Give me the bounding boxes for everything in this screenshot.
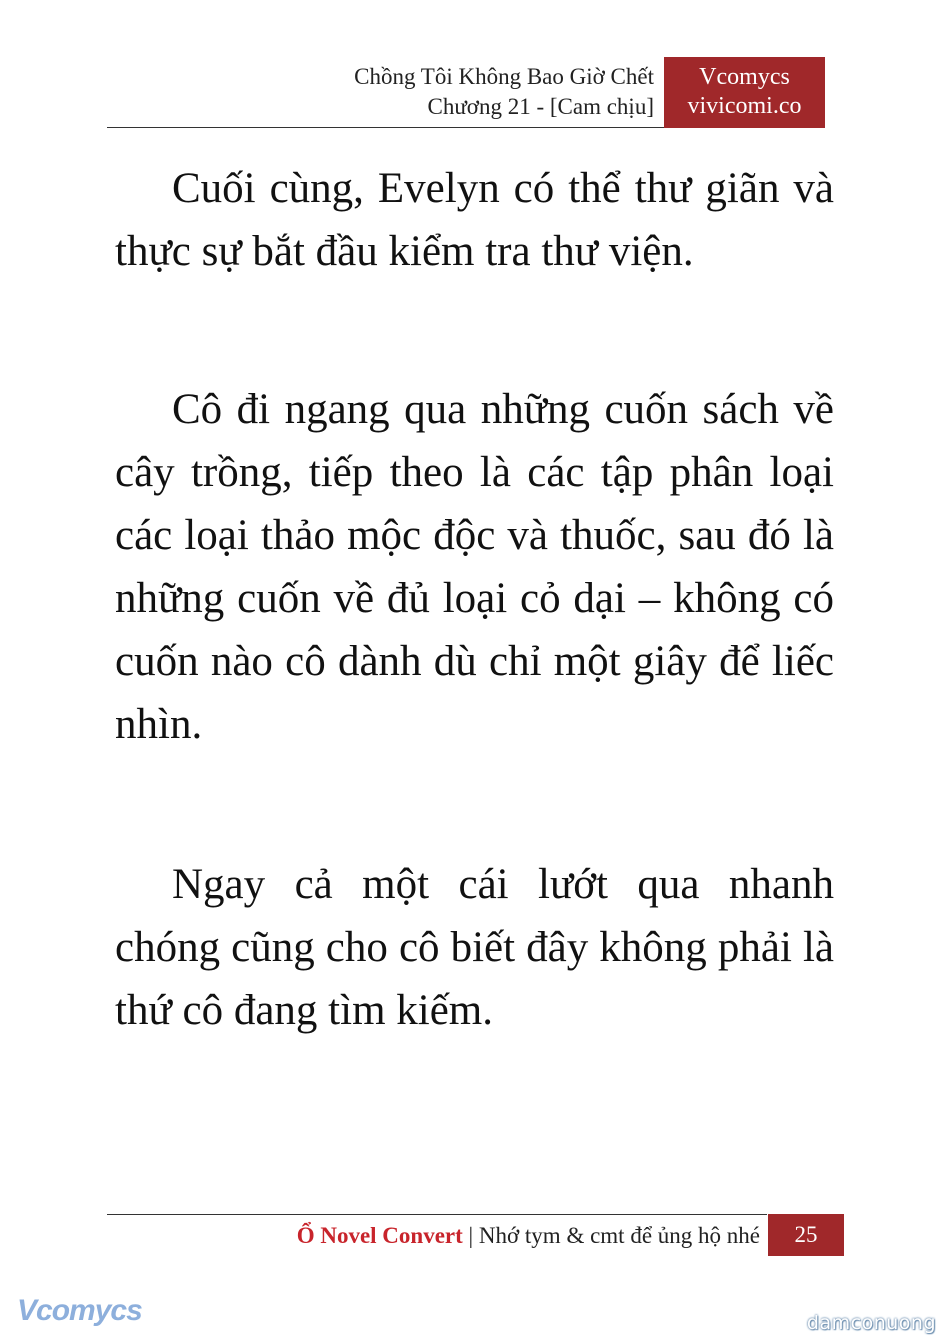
footer-message: Nhớ tym & cmt để ủng hộ nhé [478,1223,760,1248]
paragraph-3 [115,853,834,1042]
footer-divider [107,1214,767,1215]
brand-site: vivicomi.co [687,93,802,119]
watermark-text: damconuong [806,1312,936,1334]
footer-brand: Ổ Novel Convert [296,1223,463,1248]
paragraph-3-text: Ngay cả một cái lướt qua nhanh chóng cũng cho cô biết đây không phải là thứ cô đang tìm kiếm. [115,861,834,1034]
paragraph-2-text: Cô đi ngang qua những cuốn sách về cây trồng, tiếp theo là các tập phân loại các loại thảo mộc độc và thuốc, sau đó là những cuốn về đủ loại cỏ dại – không có cuốn nào cô dành dù chỉ một giây để liếc nhìn. [115,386,834,748]
running-header [354,62,654,122]
watermark-logo: Vcomycs [17,1294,142,1327]
footer-note [297,1221,760,1251]
paragraph-1 [115,157,834,283]
brand-name: Vcomycs [699,64,790,90]
header-divider [107,127,664,128]
chapter-title: Chương 21 - [Cam chịu] [427,94,654,119]
paragraph-1-text: Cuối cùng, Evelyn có thể thư giãn và thực sự bắt đầu kiểm tra thư viện. [115,165,834,275]
paragraph-2 [115,378,834,756]
footer-separator: | [462,1223,479,1248]
book-title: Chồng Tôi Không Bao Giờ Chết [354,64,654,89]
brand-badge [664,57,825,128]
page-number: 25 [768,1214,844,1256]
